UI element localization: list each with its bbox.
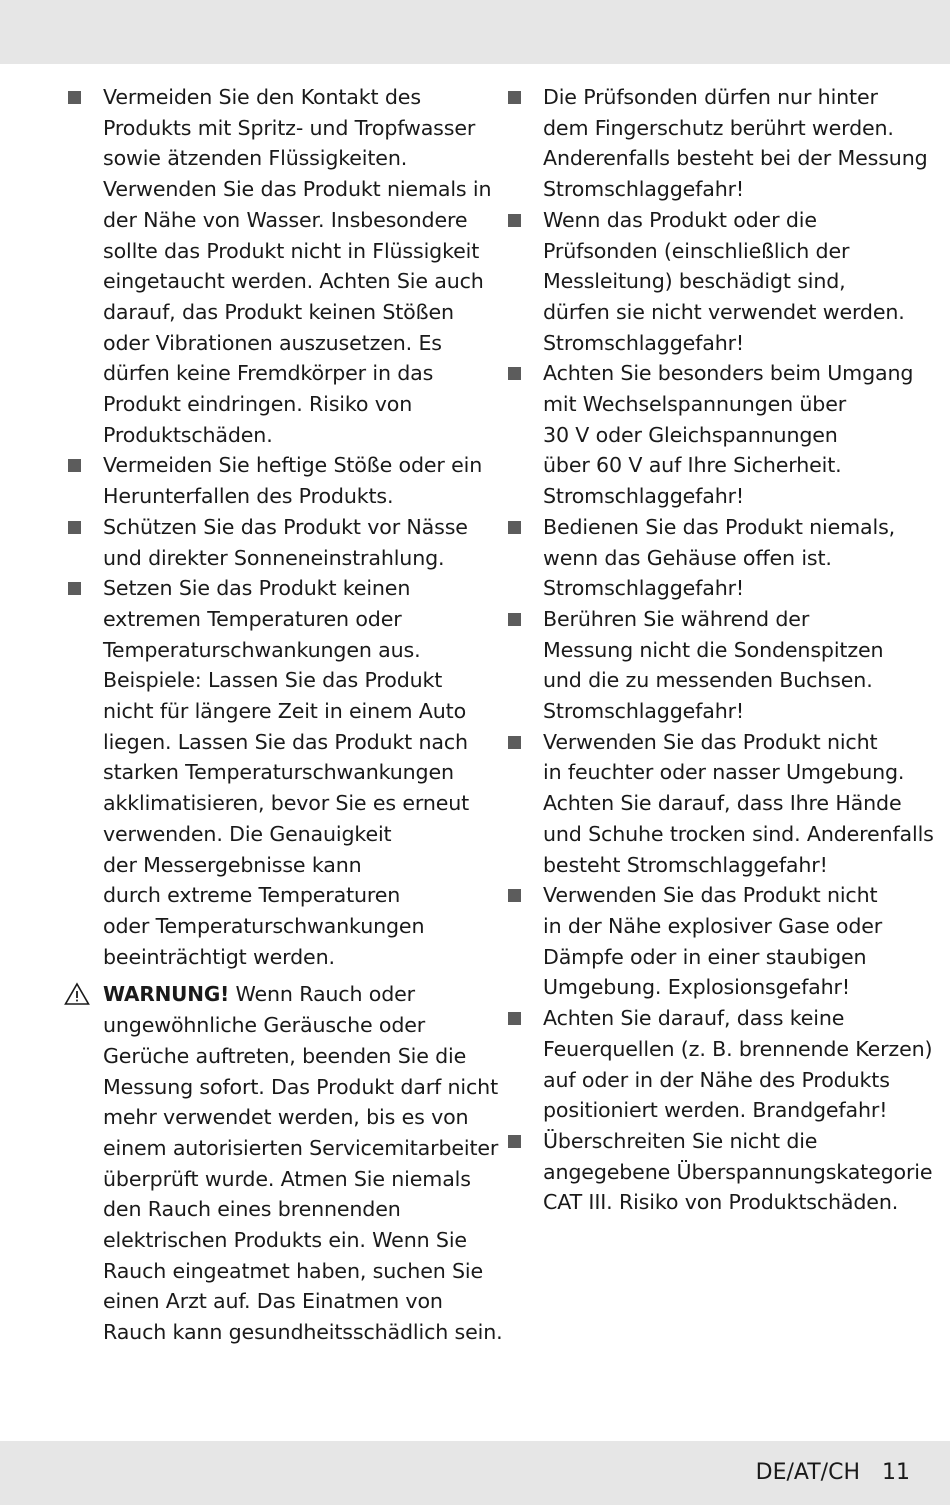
list-item [66, 573, 486, 972]
text-line: Umgebung. Explosionsgefahr! [543, 975, 850, 1000]
text-line: besteht Stromschlaggefahr! [543, 852, 828, 877]
warning-first-line-rest: Wenn Rauch oder [229, 982, 415, 1007]
text-line: dem Fingerschutz berührt werden. [543, 115, 894, 140]
text-line: Stromschlaggefahr! [543, 484, 745, 509]
text-line: Stromschlaggefahr! [543, 177, 745, 202]
warning-triangle-icon [64, 982, 90, 1006]
warning-notice [66, 979, 503, 1347]
text-line: extremen Temperaturen oder [103, 606, 402, 631]
text-line: Messleitung) beschädigt sind, [543, 269, 846, 294]
list-item [506, 1003, 946, 1126]
list-item [66, 512, 486, 573]
text-line: Messung sofort. Das Produkt darf nicht [103, 1074, 499, 1099]
text-line: Temperaturschwankungen aus. [103, 637, 421, 662]
text-line: Überschreiten Sie nicht die [543, 1128, 818, 1153]
page-footer [756, 1458, 910, 1488]
text-line: Beispiele: Lassen Sie das Produkt [103, 668, 443, 693]
square-bullet-icon [508, 214, 521, 227]
text-line: dürfen sie nicht verwendet werden. [543, 299, 905, 324]
list-item [506, 1126, 946, 1218]
text-line: mehr verwendet werden, bis es von [103, 1105, 469, 1130]
square-bullet-icon [508, 736, 521, 749]
text-line: einen Arzt auf. Das Einatmen von [103, 1289, 443, 1314]
text-line: in feuchter oder nasser Umgebung. [543, 760, 905, 785]
text-line: Achten Sie darauf, dass Ihre Hände [543, 791, 902, 816]
text-line: Achten Sie darauf, dass keine [543, 1006, 845, 1031]
text-line: angegebene Überspannungskategorie [543, 1159, 933, 1184]
text-line: eingetaucht werden. Achten Sie auch [103, 269, 484, 294]
list-item [506, 512, 946, 604]
text-line: Feuerquellen (z. B. brennende Kerzen) [543, 1036, 933, 1061]
list-item [506, 727, 946, 881]
text-line: Rauch eingeatmet haben, suchen Sie [103, 1258, 484, 1283]
square-bullet-icon [68, 521, 81, 534]
text-line: Stromschlaggefahr! [543, 576, 745, 601]
text-line: mit Wechselspannungen über [543, 392, 847, 417]
list-item [506, 82, 946, 205]
text-line: liegen. Lassen Sie das Produkt nach [103, 729, 468, 754]
square-bullet-icon [68, 91, 81, 104]
square-bullet-icon [508, 613, 521, 626]
text-line: Anderenfalls besteht bei der Messung [543, 146, 928, 171]
text-line: Gerüche auftreten, beenden Sie die [103, 1043, 467, 1068]
text-line: Verwenden Sie das Produkt nicht [543, 729, 878, 754]
list-item [66, 82, 492, 450]
text-line: Dämpfe oder in einer staubigen [543, 944, 867, 969]
text-line: Verwenden Sie das Produkt nicht [543, 883, 878, 908]
text-line: der Messergebnisse kann [103, 852, 362, 877]
text-line: 30 V oder Gleichspannungen [543, 422, 838, 447]
text-line: Prüfsonden (einschließlich der [543, 238, 850, 263]
list-item [506, 358, 946, 512]
text-line: wenn das Gehäuse offen ist. [543, 545, 832, 570]
text-line: über 60 V auf Ihre Sicherheit. [543, 453, 842, 478]
text-line: Produktschäden. [103, 422, 273, 447]
left-column [66, 82, 503, 1348]
text-line: elektrischen Produkts ein. Wenn Sie [103, 1228, 467, 1253]
text-line: starken Temperaturschwankungen [103, 760, 454, 785]
footer-region: DE/AT/CH [755, 1460, 860, 1485]
square-bullet-icon [68, 459, 81, 472]
text-line: Messung nicht die Sondenspitzen [543, 637, 884, 662]
square-bullet-icon [508, 91, 521, 104]
square-bullet-icon [68, 582, 81, 595]
text-line: Stromschlaggefahr! [543, 330, 745, 355]
text-line: Bedienen Sie das Produkt niemals, [543, 514, 896, 539]
text-line: sowie ätzenden Flüssigkeiten. [103, 146, 408, 171]
list-item [506, 880, 946, 1003]
text-line: der Nähe von Wasser. Insbesondere [103, 207, 468, 232]
square-bullet-icon [508, 1012, 521, 1025]
text-line: und Schuhe trocken sind. Anderenfalls [543, 821, 934, 846]
list-item [66, 450, 486, 511]
warning-first-line [103, 979, 486, 1010]
text-line: CAT III. Risiko von Produktschäden. [543, 1190, 899, 1215]
text-line: verwenden. Die Genauigkeit [103, 821, 392, 846]
text-line: Produkt eindringen. Risiko von [103, 392, 413, 417]
list-item [506, 205, 946, 359]
text-line: Produkts mit Spritz- und Tropfwasser [103, 115, 476, 140]
text-line: den Rauch eines brennenden [103, 1197, 401, 1222]
text-line: Stromschlaggefahr! [543, 699, 745, 724]
text-line: Schützen Sie das Produkt vor Nässe [103, 514, 468, 539]
text-line: sollte das Produkt nicht in Flüssigkeit [103, 238, 480, 263]
header-band [0, 0, 950, 64]
text-line: durch extreme Temperaturen [103, 883, 401, 908]
text-line: Achten Sie besonders beim Umgang [543, 361, 914, 386]
square-bullet-icon [508, 367, 521, 380]
text-line: oder Temperaturschwankungen [103, 913, 425, 938]
text-line: ungewöhnliche Geräusche oder [103, 1013, 426, 1038]
text-line: darauf, das Produkt keinen Stößen [103, 299, 454, 324]
text-line: akklimatisieren, bevor Sie es erneut [103, 791, 470, 816]
text-line: Herunterfallen des Produkts. [103, 484, 394, 509]
text-line: Vermeiden Sie heftige Stöße oder ein [103, 453, 483, 478]
text-line: auf oder in der Nähe des Produkts [543, 1067, 890, 1092]
text-line: dürfen keine Fremdkörper in das [103, 361, 434, 386]
square-bullet-icon [508, 521, 521, 534]
text-line: Setzen Sie das Produkt keinen [103, 576, 411, 601]
text-line: Wenn das Produkt oder die [543, 207, 817, 232]
page-number: 11 [882, 1460, 910, 1485]
text-line: positioniert werden. Brandgefahr! [543, 1098, 888, 1123]
square-bullet-icon [508, 889, 521, 902]
right-column [506, 82, 946, 1218]
text-line: beeinträchtigt werden. [103, 944, 335, 969]
text-line: nicht für längere Zeit in einem Auto [103, 699, 467, 724]
warning-label: WARNUNG! [103, 982, 230, 1007]
text-line: in der Nähe explosiver Gase oder [543, 913, 883, 938]
text-line: Verwenden Sie das Produkt niemals in [103, 177, 492, 202]
square-bullet-icon [508, 1135, 521, 1148]
list-item [506, 604, 946, 727]
text-line: Rauch kann gesundheitsschädlich sein. [103, 1320, 503, 1345]
text-line: Vermeiden Sie den Kontakt des [103, 85, 421, 109]
text-line: Die Prüfsonden dürfen nur hinter [543, 85, 878, 109]
text-line: einem autorisierten Servicemitarbeiter [103, 1135, 499, 1160]
text-line: überprüft wurde. Atmen Sie niemals [103, 1166, 471, 1191]
text-line: und direkter Sonneneinstrahlung. [103, 545, 445, 570]
text-line: oder Vibrationen auszusetzen. Es [103, 330, 442, 355]
text-line: Berühren Sie während der [543, 606, 810, 631]
text-line: und die zu messenden Buchsen. [543, 668, 873, 693]
